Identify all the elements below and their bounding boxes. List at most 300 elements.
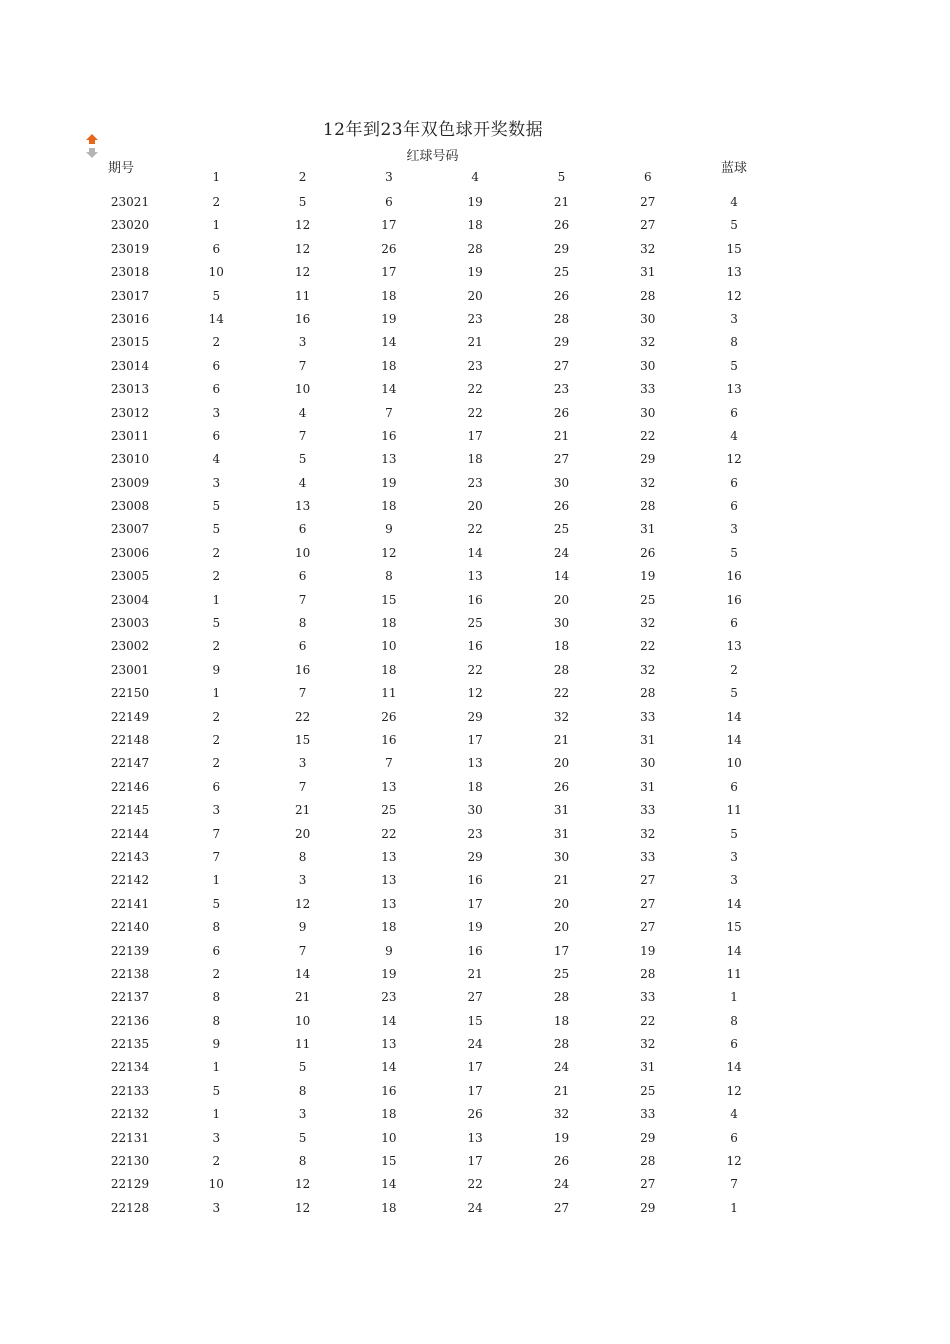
cell-red-4: 24 [467,1037,483,1052]
cell-red-5: 27 [553,358,570,373]
cell-issue: 22133 [110,1083,150,1098]
cell-red-3: 16 [381,732,397,747]
cell-red-4: 15 [467,1013,483,1028]
cell-red-3: 15 [381,1154,397,1169]
cell-red-4: 17 [467,732,483,747]
cell-issue: 22134 [110,1060,150,1075]
cell-red-3: 10 [381,1130,397,1145]
cell-red-5: 27 [553,452,570,467]
cell-red-2: 3 [298,1107,307,1122]
cell-red-4: 28 [467,241,483,256]
cell-blue: 1 [730,990,738,1005]
cell-red-6: 27 [640,1177,656,1192]
cell-red-6: 31 [640,265,656,280]
cell-red-5: 26 [553,218,570,233]
cell-red-3: 17 [381,218,397,233]
cell-issue: 23017 [110,288,150,303]
cell-blue: 5 [730,545,738,560]
page-title: 12年到23年双色球开奖数据 [322,120,544,140]
cell-red-5: 24 [553,1060,570,1075]
cell-issue: 23010 [110,452,150,467]
cell-red-3: 14 [381,382,397,397]
cell-red-2: 8 [298,1154,307,1169]
cell-red-4: 17 [467,1154,483,1169]
cell-red-1: 3 [212,1130,221,1145]
cell-blue: 2 [730,662,738,677]
cell-red-2: 5 [298,452,307,467]
cell-red-1: 8 [212,920,221,935]
cell-red-5: 22 [553,686,570,701]
cell-red-4: 18 [467,779,483,794]
cell-red-3: 22 [381,826,397,841]
cell-red-1: 2 [212,732,221,747]
cell-red-3: 16 [381,1083,397,1098]
cell-red-1: 2 [212,709,221,724]
cell-red-4: 24 [467,1200,483,1215]
cell-red-5: 25 [553,265,570,280]
cell-red-4: 29 [467,709,483,724]
cell-red-2: 7 [298,779,307,794]
cell-red-5: 30 [553,475,570,490]
cell-red-3: 18 [381,616,397,631]
cell-red-5: 25 [553,522,570,537]
cell-blue: 14 [726,1060,742,1075]
cell-red-6: 30 [640,756,656,771]
cell-blue: 11 [726,966,742,981]
cell-red-2: 20 [294,826,311,841]
cell-red-6: 28 [640,966,656,981]
cell-blue: 8 [730,1013,738,1028]
cell-issue: 22136 [110,1013,150,1028]
cell-red-6: 30 [640,405,656,420]
cell-red-1: 5 [212,522,221,537]
cell-red-6: 28 [640,288,656,303]
cell-blue: 7 [730,1177,738,1192]
cell-blue: 4 [730,195,738,209]
cell-red-4: 17 [467,428,483,443]
issue-header: 期号 [108,161,135,176]
cell-blue: 6 [730,779,738,794]
cell-blue: 4 [730,1107,738,1122]
cell-blue: 16 [726,569,742,584]
cell-red-4: 22 [467,522,483,537]
cell-red-4: 16 [467,639,483,654]
cell-red-1: 4 [212,452,221,467]
cell-issue: 23006 [110,545,150,560]
cell-blue: 6 [730,499,738,514]
cell-issue: 23001 [110,662,150,677]
cell-issue: 22132 [110,1107,150,1122]
cell-red-6: 27 [640,920,656,935]
cell-red-1: 7 [212,849,221,864]
cell-blue: 6 [730,1037,738,1052]
cell-red-6: 32 [640,335,656,350]
cell-red-3: 13 [381,452,397,467]
cell-red-6: 33 [640,709,656,724]
cell-red-1: 6 [212,943,221,958]
cell-red-4: 21 [467,335,483,350]
cell-red-5: 28 [553,990,570,1005]
cell-red-2: 8 [298,616,307,631]
cell-issue: 22141 [110,896,150,911]
cell-red-2: 3 [298,756,307,771]
cell-red-2: 10 [294,545,311,560]
cell-red-2: 9 [298,920,307,935]
cell-red-1: 1 [212,1107,221,1122]
cell-red-5: 14 [553,569,570,584]
cell-red-3: 23 [381,990,397,1005]
sort-arrows-icon[interactable] [84,133,100,159]
cell-red-1: 10 [208,1177,224,1192]
cell-red-3: 11 [381,686,397,701]
red-ball-subcolumn-4: 4 [471,170,479,184]
cell-issue: 23009 [110,475,150,490]
cell-issue: 23020 [110,218,150,233]
cell-red-5: 30 [553,849,570,864]
cell-red-2: 3 [298,873,307,888]
cell-blue: 13 [726,382,742,397]
cell-red-4: 17 [467,1083,483,1098]
cell-red-6: 32 [640,662,656,677]
cell-red-6: 29 [640,1130,656,1145]
red-ball-subcolumn-3: 3 [385,170,393,184]
cell-red-5: 24 [553,1177,570,1192]
cell-issue: 23019 [110,241,150,256]
cell-red-6: 32 [640,1037,656,1052]
cell-blue: 13 [726,639,742,654]
cell-blue: 6 [730,475,738,490]
cell-red-5: 28 [553,662,570,677]
cell-red-6: 29 [640,452,656,467]
cell-red-3: 13 [381,896,397,911]
cell-red-2: 12 [294,1177,311,1192]
cell-red-2: 14 [294,966,311,981]
cell-issue: 23012 [110,405,150,420]
cell-red-2: 7 [298,592,307,607]
cell-red-3: 8 [385,569,393,584]
cell-blue: 14 [726,709,742,724]
cell-issue: 22130 [110,1154,150,1169]
cell-red-5: 31 [553,826,570,841]
cell-issue: 23002 [110,639,150,654]
cell-red-5: 28 [553,1037,570,1052]
cell-red-1: 2 [212,966,221,981]
cell-red-6: 25 [640,592,656,607]
cell-red-6: 30 [640,358,656,373]
cell-red-5: 21 [553,732,570,747]
cell-red-4: 18 [467,218,483,233]
cell-red-2: 5 [298,195,307,209]
cell-red-4: 20 [467,499,483,514]
cell-red-6: 19 [640,943,656,958]
cell-issue: 23014 [110,358,150,373]
cell-issue: 22137 [110,990,150,1005]
cell-red-4: 16 [467,873,483,888]
cell-red-6: 33 [640,990,656,1005]
cell-red-4: 23 [467,475,483,490]
cell-red-5: 32 [553,1107,570,1122]
cell-red-5: 23 [553,382,570,397]
cell-red-1: 1 [212,686,221,701]
cell-red-4: 20 [467,288,483,303]
cell-red-5: 26 [553,779,570,794]
cell-red-3: 18 [381,662,397,677]
cell-red-3: 13 [381,873,397,888]
cell-red-3: 16 [381,428,397,443]
cell-red-3: 7 [385,756,393,771]
cell-blue: 4 [730,428,738,443]
cell-red-3: 14 [381,335,397,350]
cell-blue: 12 [726,288,742,303]
cell-issue: 23008 [110,499,150,514]
cell-blue: 5 [730,358,738,373]
cell-red-2: 4 [298,405,307,420]
cell-red-6: 28 [640,499,656,514]
cell-issue: 23015 [110,335,150,350]
cell-red-6: 26 [640,545,656,560]
red-ball-subcolumn-2: 2 [298,170,307,184]
cell-issue: 22145 [110,803,150,818]
cell-red-5: 27 [553,1200,570,1215]
cell-red-6: 28 [640,686,656,701]
cell-red-6: 31 [640,779,656,794]
cell-red-5: 24 [553,545,570,560]
cell-red-3: 18 [381,920,397,935]
cell-issue: 22149 [110,709,150,724]
cell-red-1: 3 [212,803,221,818]
cell-red-1: 7 [212,826,221,841]
cell-red-4: 16 [467,943,483,958]
cell-red-2: 5 [298,1060,307,1075]
cell-red-3: 14 [381,1013,397,1028]
cell-red-5: 29 [553,335,570,350]
cell-issue: 22147 [110,756,150,771]
cell-red-6: 31 [640,732,656,747]
cell-blue: 3 [730,873,738,888]
cell-blue: 13 [726,265,742,280]
cell-red-1: 8 [212,1013,221,1028]
cell-red-4: 19 [467,195,483,209]
cell-red-6: 19 [640,569,656,584]
cell-red-6: 22 [640,639,656,654]
cell-issue: 22150 [110,686,150,701]
cell-blue: 14 [726,896,742,911]
cell-red-5: 30 [553,616,570,631]
cell-red-5: 29 [553,241,570,256]
cell-issue: 22138 [110,966,150,981]
cell-red-1: 6 [212,428,221,443]
cell-red-6: 33 [640,803,656,818]
cell-red-5: 21 [553,195,570,209]
cell-red-2: 21 [294,990,311,1005]
cell-issue: 23021 [110,195,150,209]
cell-red-1: 2 [212,569,221,584]
cell-issue: 22135 [110,1037,150,1052]
cell-red-2: 7 [298,943,307,958]
cell-red-4: 27 [467,990,483,1005]
red-ball-subcolumn-6: 6 [643,170,652,184]
cell-red-6: 22 [640,428,656,443]
cell-red-3: 14 [381,1060,397,1075]
cell-issue: 23003 [110,616,150,631]
cell-red-3: 14 [381,1177,397,1192]
cell-issue: 22140 [110,920,150,935]
cell-red-4: 18 [467,452,483,467]
cell-blue: 11 [726,803,742,818]
cell-red-4: 16 [467,592,483,607]
cell-red-4: 29 [467,849,483,864]
cell-red-2: 6 [298,639,307,654]
cell-red-4: 22 [467,662,483,677]
cell-red-5: 20 [553,920,570,935]
cell-red-1: 5 [212,896,221,911]
cell-red-2: 12 [294,896,311,911]
cell-red-1: 2 [212,545,221,560]
cell-blue: 5 [730,826,738,841]
cell-red-4: 23 [467,358,483,373]
cell-red-5: 20 [553,896,570,911]
cell-blue: 6 [730,1130,738,1145]
cell-red-5: 20 [553,756,570,771]
cell-red-5: 26 [553,499,570,514]
cell-red-1: 9 [212,662,221,677]
cell-issue: 22143 [110,849,150,864]
cell-red-2: 10 [294,382,311,397]
cell-red-4: 13 [467,756,483,771]
cell-red-3: 26 [381,241,397,256]
cell-red-3: 15 [381,592,397,607]
cell-red-5: 28 [553,311,570,326]
cell-red-1: 5 [212,499,221,514]
cell-red-2: 15 [294,732,311,747]
cell-red-3: 25 [381,803,397,818]
cell-red-1: 3 [212,405,221,420]
cell-issue: 22129 [110,1177,150,1192]
cell-red-1: 10 [208,265,224,280]
cell-red-4: 19 [467,920,483,935]
cell-issue: 23007 [110,522,150,537]
cell-red-1: 1 [212,592,221,607]
cell-blue: 3 [730,311,738,326]
cell-red-3: 19 [381,966,397,981]
cell-red-2: 4 [298,475,307,490]
cell-blue: 16 [726,592,742,607]
cell-red-2: 10 [294,1013,311,1028]
red-ball-subcolumn-1: 1 [212,170,221,184]
cell-issue: 23004 [110,592,150,607]
cell-red-1: 14 [208,311,224,326]
cell-red-6: 27 [640,873,656,888]
cell-blue: 14 [726,732,742,747]
cell-red-5: 21 [553,1083,570,1098]
cell-red-4: 22 [467,405,483,420]
cell-red-4: 12 [467,686,483,701]
cell-red-2: 22 [294,709,311,724]
cell-red-6: 25 [640,1083,656,1098]
cell-red-1: 2 [212,756,221,771]
cell-red-2: 12 [294,1200,311,1215]
cell-issue: 23005 [110,569,150,584]
cell-red-2: 11 [294,288,311,303]
cell-red-1: 2 [212,335,221,350]
cell-red-4: 21 [467,966,483,981]
cell-red-1: 5 [212,1083,221,1098]
cell-red-2: 5 [298,1130,307,1145]
cell-red-6: 31 [640,1060,656,1075]
cell-red-5: 21 [553,428,570,443]
cell-red-6: 33 [640,1107,656,1122]
cell-red-4: 13 [467,569,483,584]
cell-red-1: 2 [212,639,221,654]
cell-red-4: 23 [467,826,483,841]
cell-red-1: 6 [212,779,221,794]
cell-red-4: 30 [467,803,483,818]
cell-red-1: 6 [212,358,221,373]
cell-red-1: 3 [212,475,221,490]
cell-red-6: 22 [640,1013,656,1028]
cell-red-6: 28 [640,1154,656,1169]
cell-red-3: 17 [381,265,397,280]
cell-blue: 5 [730,218,738,233]
cell-red-1: 6 [212,382,221,397]
cell-blue: 12 [726,1083,742,1098]
cell-red-5: 17 [553,943,570,958]
cell-red-4: 25 [467,616,483,631]
cell-red-2: 21 [294,803,311,818]
cell-red-6: 33 [640,382,656,397]
cell-red-4: 14 [467,545,483,560]
cell-red-3: 13 [381,1037,397,1052]
cell-blue: 14 [726,943,742,958]
cell-red-5: 26 [553,1154,570,1169]
cell-issue: 23011 [110,428,150,443]
cell-blue: 8 [730,335,738,350]
cell-red-5: 26 [553,288,570,303]
cell-issue: 23018 [110,265,150,280]
cell-red-2: 16 [294,662,311,677]
cell-red-3: 18 [381,499,397,514]
cell-blue: 12 [726,452,742,467]
cell-red-5: 19 [553,1130,570,1145]
cell-blue: 3 [730,522,738,537]
cell-red-4: 17 [467,896,483,911]
cell-red-2: 12 [294,218,311,233]
cell-red-2: 8 [298,1083,307,1098]
cell-red-2: 6 [298,569,307,584]
cell-issue: 22148 [110,732,150,747]
cell-red-3: 13 [381,849,397,864]
cell-red-1: 2 [212,1154,221,1169]
cell-red-6: 27 [640,896,656,911]
cell-red-6: 27 [640,195,656,209]
cell-red-5: 18 [553,639,570,654]
cell-red-1: 8 [212,990,221,1005]
cell-blue: 5 [730,686,738,701]
cell-red-4: 17 [467,1060,483,1075]
cell-red-3: 19 [381,311,397,326]
cell-red-6: 32 [640,826,656,841]
cell-red-2: 12 [294,241,311,256]
cell-red-3: 13 [381,779,397,794]
cell-issue: 23016 [110,311,150,326]
cell-red-1: 5 [212,616,221,631]
cell-red-5: 21 [553,873,570,888]
red-ball-subcolumn-5: 5 [557,170,566,184]
cell-red-2: 13 [294,499,311,514]
cell-blue: 6 [730,405,738,420]
cell-red-4: 26 [467,1107,483,1122]
cell-red-3: 19 [381,475,397,490]
